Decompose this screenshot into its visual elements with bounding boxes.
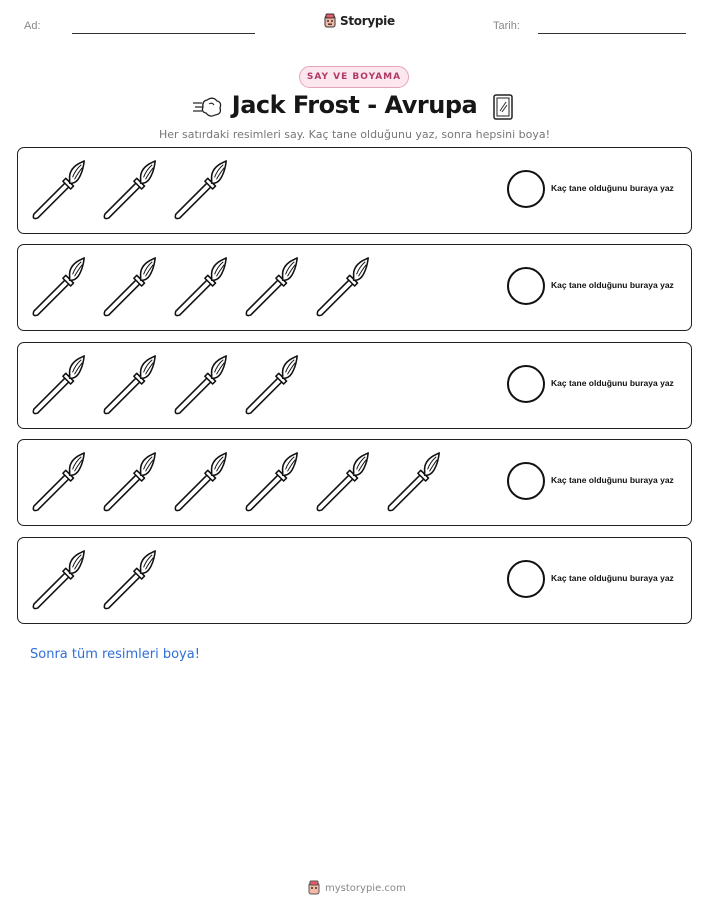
paintbrush-icon[interactable]: [170, 353, 241, 415]
date-label: Tarih:: [493, 20, 520, 32]
paintbrush-icon[interactable]: [241, 255, 312, 317]
brush-group: [28, 548, 170, 614]
paintbrush-icon[interactable]: [383, 450, 454, 512]
answer-circle[interactable]: [507, 267, 545, 305]
name-line[interactable]: [72, 33, 255, 34]
counting-row: [17, 342, 692, 429]
storypie-mascot-icon: [323, 13, 337, 29]
paintbrush-icon[interactable]: [312, 450, 383, 512]
date-line[interactable]: [538, 33, 686, 34]
paintbrush-icon[interactable]: [99, 255, 170, 317]
brush-group: [28, 450, 454, 516]
mirror-icon: [492, 93, 514, 121]
paintbrush-icon[interactable]: [170, 158, 241, 220]
paintbrush-icon[interactable]: [241, 353, 312, 415]
paintbrush-icon[interactable]: [28, 450, 99, 512]
paintbrush-icon[interactable]: [28, 548, 99, 610]
brand-logo: [323, 13, 395, 29]
answer-circle[interactable]: [507, 170, 545, 208]
paintbrush-icon[interactable]: [99, 158, 170, 220]
footer: [307, 880, 406, 896]
paintbrush-icon[interactable]: [99, 548, 170, 610]
paintbrush-icon[interactable]: [170, 450, 241, 512]
answer-label: Kaç tane olduğunu buraya yaz: [551, 280, 674, 290]
brush-group: [28, 158, 241, 224]
paintbrush-icon[interactable]: [241, 450, 312, 512]
title-row: [0, 91, 709, 125]
brand-name: Storypie: [340, 14, 395, 28]
paintbrush-icon[interactable]: [28, 255, 99, 317]
answer-label: Kaç tane olduğunu buraya yaz: [551, 475, 674, 485]
paintbrush-icon[interactable]: [99, 353, 170, 415]
brush-group: [28, 353, 312, 419]
paintbrush-icon[interactable]: [28, 158, 99, 220]
instructions-text: Her satırdaki resimleri say. Kaç tane olduğunu yaz, sonra hepsini boya!: [158, 128, 551, 141]
page-title: Jack Frost - Avrupa: [231, 91, 478, 119]
paintbrush-icon[interactable]: [312, 255, 383, 317]
paintbrush-icon[interactable]: [28, 353, 99, 415]
name-label: Ad:: [24, 20, 41, 32]
answer-label: Kaç tane olduğunu buraya yaz: [551, 183, 674, 193]
counting-row: [17, 244, 692, 331]
answer-circle[interactable]: [507, 365, 545, 403]
footer-url: mystorypie.com: [325, 882, 406, 894]
answer-label: Kaç tane olduğunu buraya yaz: [551, 573, 674, 583]
paintbrush-icon[interactable]: [170, 255, 241, 317]
activity-badge: SAY VE BOYAMA: [299, 66, 409, 88]
footer-note: Sonra tüm resimleri boya!: [30, 647, 200, 662]
counting-row: [17, 147, 692, 234]
answer-circle[interactable]: [507, 560, 545, 598]
counting-row: [17, 439, 692, 526]
storypie-mascot-icon: [307, 880, 321, 896]
paintbrush-icon[interactable]: [99, 450, 170, 512]
brush-group: [28, 255, 383, 321]
answer-circle[interactable]: [507, 462, 545, 500]
answer-label: Kaç tane olduğunu buraya yaz: [551, 378, 674, 388]
counting-row: [17, 537, 692, 624]
